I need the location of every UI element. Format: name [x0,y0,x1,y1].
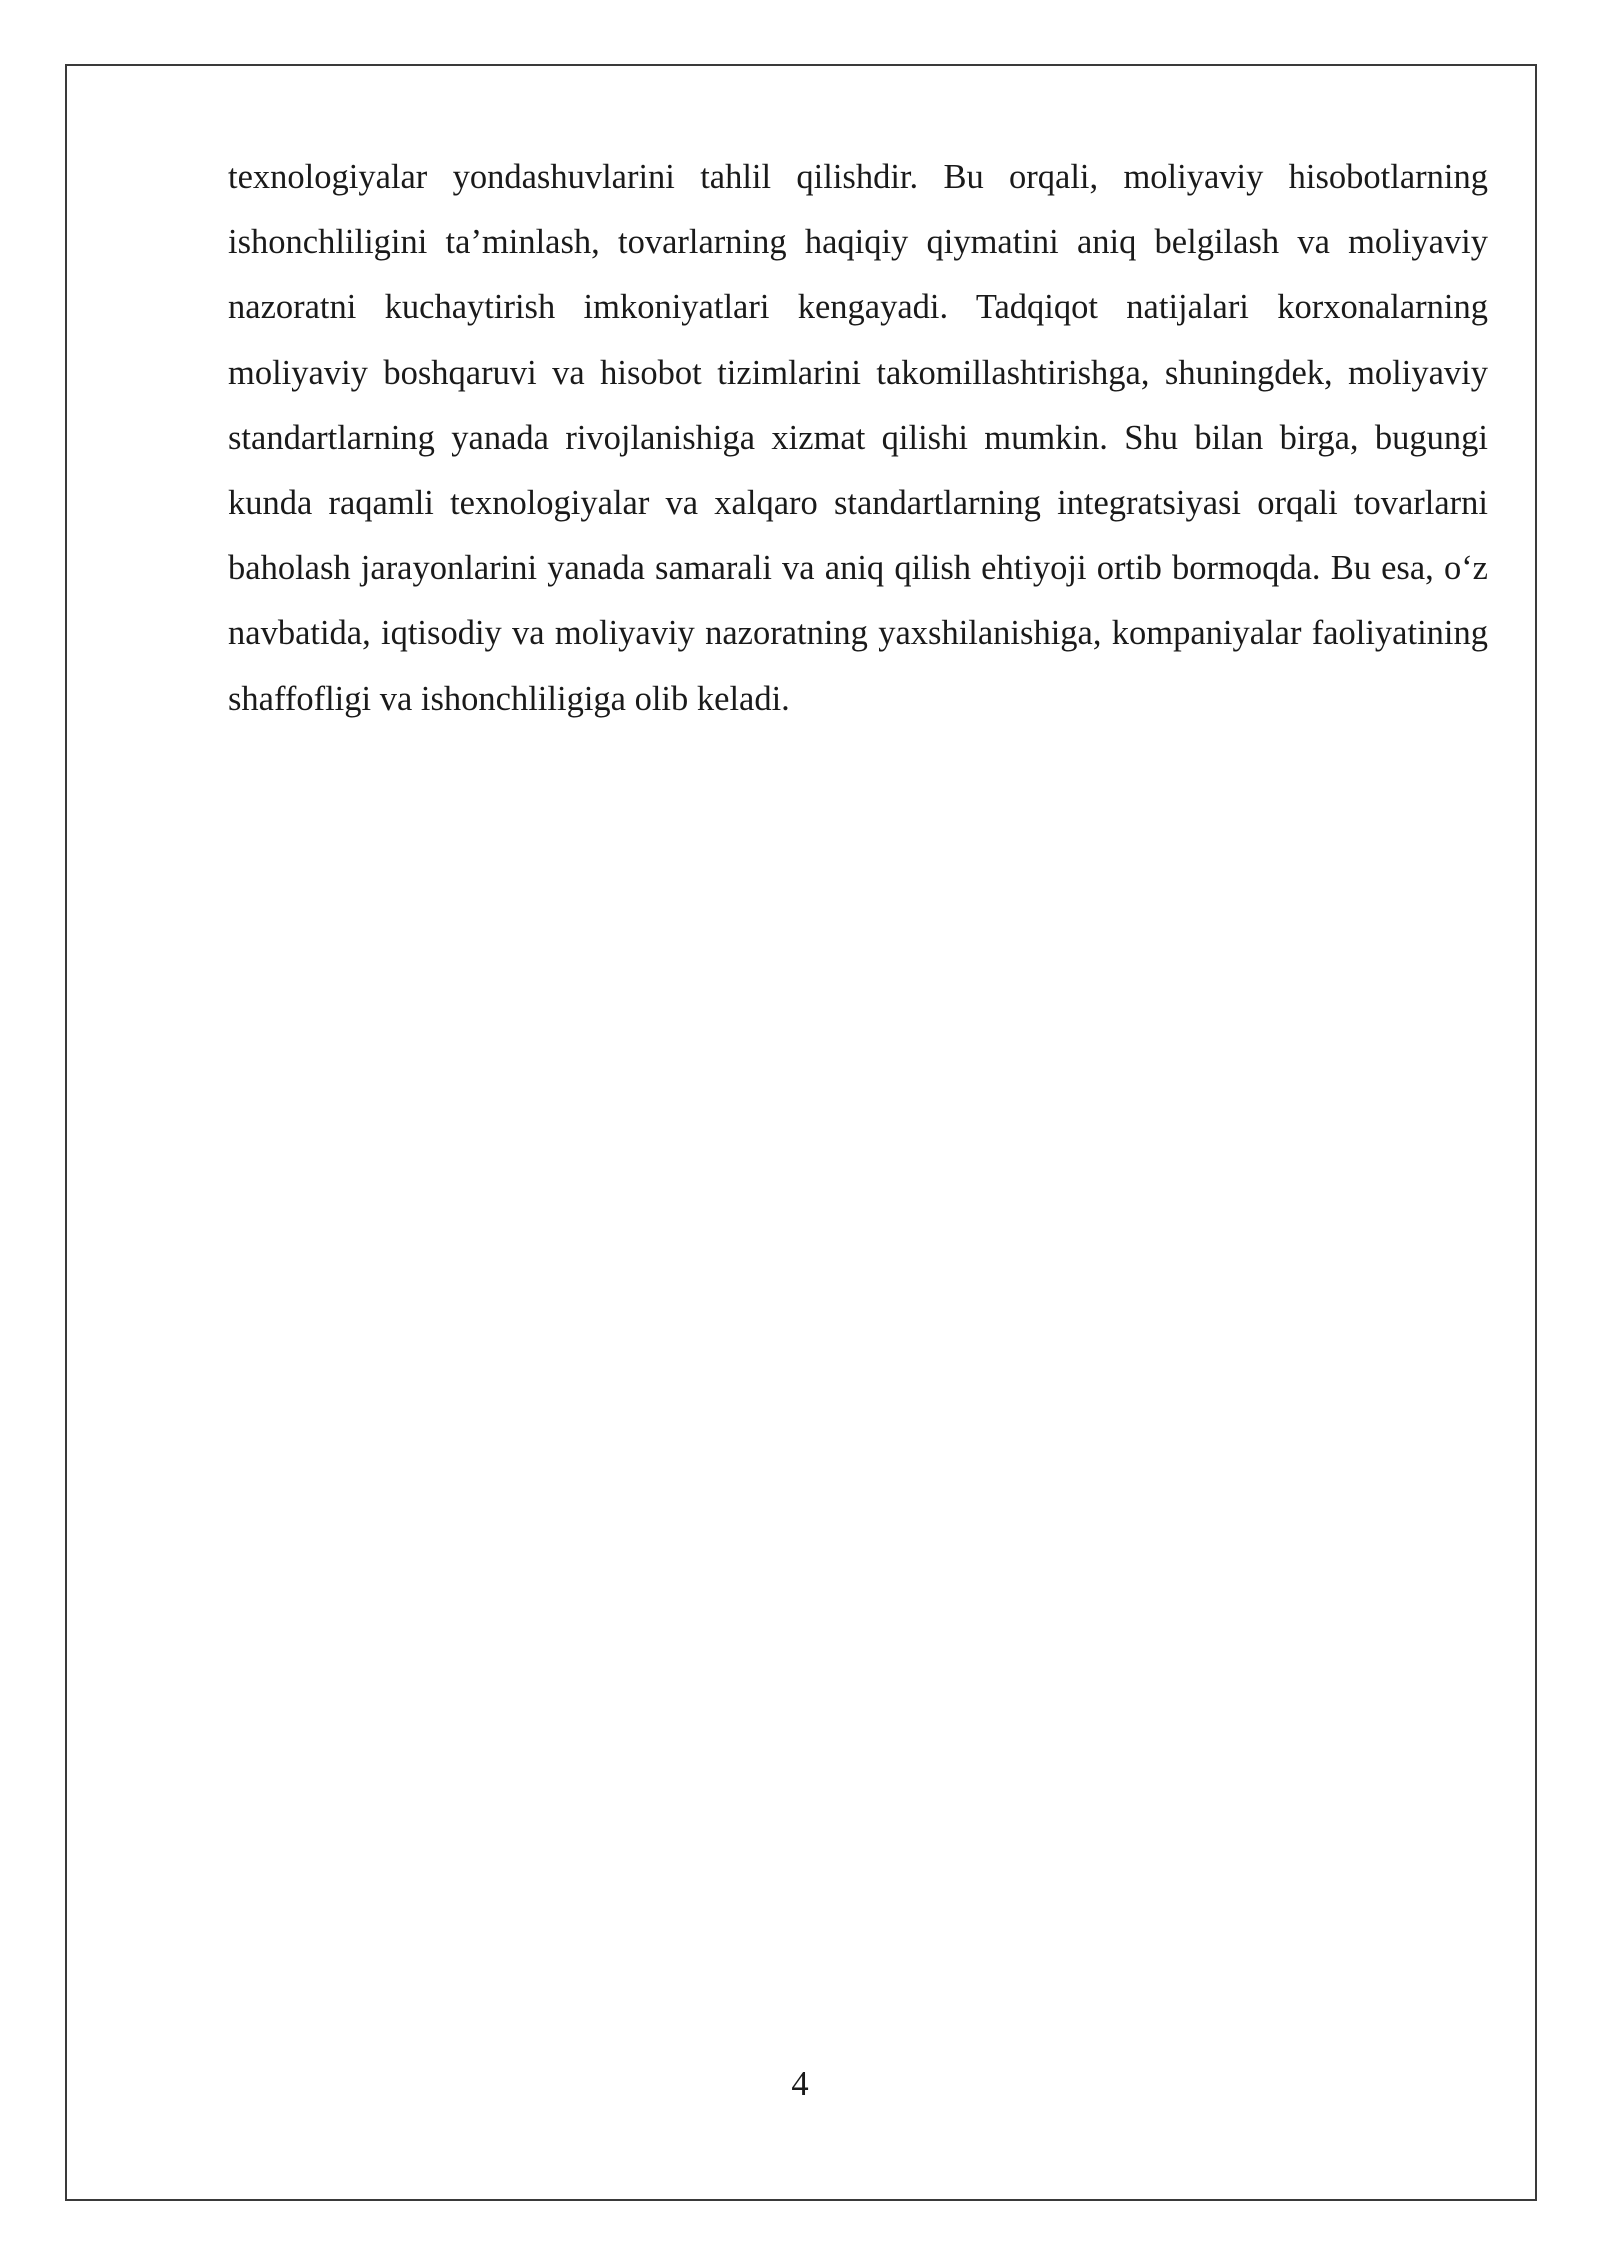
page-number: 4 [791,2065,809,2103]
body-paragraph: texnologiyalar yondashuvlarini tahlil qilishdir. Bu orqali, moliyaviy hisobotlarning ishonchliligini ta’minlash, tovarlarning haqiqiy qiymatini aniq belgilash va moliyaviy nazoratni kuchaytirish imkoniyatlari kengayadi. Tadqiqot natijalari korxonalarning moliyaviy boshqaruvi va hisobot tizimlarini takomillashtirishga, shuningdek, moliyaviy standartlarning yanada rivojlanishiga xizmat qilishi mumkin. Shu bilan birga, bugungi kunda raqamli texnologiyalar va xalqaro standartlarning integratsiyasi orqali tovarlarni baholash jarayonlarini yanada samarali va aniq qilish ehtiyoji ortib bormoqda. Bu esa, o‘z navbatida, iqtisodiy va moliyaviy nazoratning yaxshilanishiga, kompaniyalar faoliyatining shaffofligi va ishonchliligiga olib keladi. [228,158,1488,718]
